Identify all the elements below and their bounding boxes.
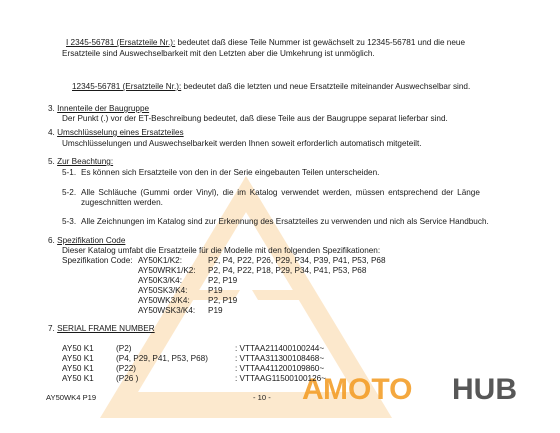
item-text-cont: zugeschnitten werden. <box>81 198 163 207</box>
section-title: Zur Beachtung: <box>57 157 114 166</box>
section-6-heading: 6. Spezifikation Code <box>48 236 126 245</box>
item-number: 5-1. <box>62 168 77 177</box>
section-title: SERIAL FRAME NUMBER <box>57 324 155 333</box>
page-number: - 10 - <box>253 393 271 402</box>
footer-model-code: AY50WK4 P19 <box>46 393 97 402</box>
watermark-hub: HUB <box>452 373 517 406</box>
spec-code: AY50WRK1/K2: <box>138 266 196 275</box>
replacement-note-1: I 2345-56781 (Ersatzteile Nr.): bedeutet daß diese Teile Nummer ist gewächselt zu 12345-56781 und die neue <box>66 38 466 47</box>
spec-code: AY50WSK3/K4: <box>138 306 196 315</box>
item-number: 5-2. <box>62 188 77 197</box>
serial-model: AY50 K1 <box>62 354 94 363</box>
part-number-label: I 2345-56781 (Ersatzteile Nr.): <box>66 38 176 47</box>
item-number: 5-3. <box>62 217 77 226</box>
part-number-label: 12345-56781 (Ersatzteile Nr.): <box>72 82 182 91</box>
serial-number: : VTTAAG11500100126~ <box>235 374 326 383</box>
spec-code: AY50K1/K2: <box>138 256 182 265</box>
section-title: Umschlüsselung eines Ersatzteiles <box>57 128 184 137</box>
spec-pages: P2, P19 <box>208 296 238 305</box>
serial-model: AY50 K1 <box>62 374 94 383</box>
watermark-moto: MOTO <box>323 373 413 406</box>
serial-pages: (P22) <box>116 364 137 373</box>
section-6-intro: Dieser Katalog umfabt die Ersatzteile für die Modelle mit den folgenden Spezifikationen: <box>62 246 381 255</box>
section-5-heading: 5. Zur Beachtung: <box>48 157 114 166</box>
serial-pages: (P4, P29, P41, P53, P68) <box>116 354 208 363</box>
item-text: Alle Zeichnungen im Katalog sind zur Erkennung des Ersatzteiles zu verwenden und nich als Service Handbuch. <box>81 217 489 226</box>
spec-pages: P2, P19 <box>208 276 238 285</box>
section-3-text: Der Punkt (.) vor der ET-Beschreibung bedeutet, daß diese Teile aus der Baugruppe separat lieferbar sind. <box>62 114 448 123</box>
section-3-heading: 3. Innenteile der Baugruppe <box>48 104 150 113</box>
serial-pages: (P26 ) <box>116 374 139 383</box>
section-4-text: Umschlüsselungen und Auswechselbarkeit werden Ihnen soweit erforderlich automatisch mitgeteilt. <box>62 139 422 148</box>
spec-pages: P2, P4, P22, P18, P29, P34, P41, P53, P68 <box>208 266 367 275</box>
serial-number: : VTTAA211400100244~ <box>235 344 325 353</box>
spec-code-label: Spezifikation Code: <box>62 256 133 265</box>
spec-code: AY50SK3/K4: <box>138 286 188 295</box>
serial-number: : VTTAA311300108468~ <box>235 354 325 363</box>
item-text: Es können sich Ersatzteile von den in der Serie eingebauten Teilen unterscheiden. <box>81 168 380 177</box>
item-text: Alle Schläuche (Gummi order Vinyl), die im Katalog verwendet werden, müssen entsprechend der Länge <box>81 188 480 197</box>
spec-pages: P19 <box>208 306 223 315</box>
spec-code: AY50K3/K4: <box>138 276 182 285</box>
section-title: Spezifikation Code <box>57 236 126 245</box>
section-title: Innenteile der Baugruppe <box>57 104 150 113</box>
serial-model: AY50 K1 <box>62 364 94 373</box>
section-4-heading: 4. Umschlüsselung eines Ersatzteiles <box>48 128 184 137</box>
replacement-note-2: 12345-56781 (Ersatzteile Nr.): bedeutet daß die letzten und neue Ersatzteile miteinander Auswechselbar sind. <box>72 82 471 91</box>
serial-model: AY50 K1 <box>62 344 94 353</box>
section-7-heading: 7. SERIAL FRAME NUMBER <box>48 324 155 333</box>
serial-pages: (P2) <box>116 344 132 353</box>
spec-pages: P2, P4, P22, P26, P29, P34, P39, P41, P53, P68 <box>208 256 386 265</box>
serial-number: : VTTAA411200109860~ <box>235 364 325 373</box>
spec-pages: P19 <box>208 286 223 295</box>
replacement-note-1-cont: Ersatzteile sind Auswechselbarkeit mit den Letzten aber die Umkehrung ist unmöglich. <box>62 49 375 58</box>
watermark-a: A <box>302 373 324 406</box>
spec-code: AY50WK3/K4: <box>138 296 190 305</box>
